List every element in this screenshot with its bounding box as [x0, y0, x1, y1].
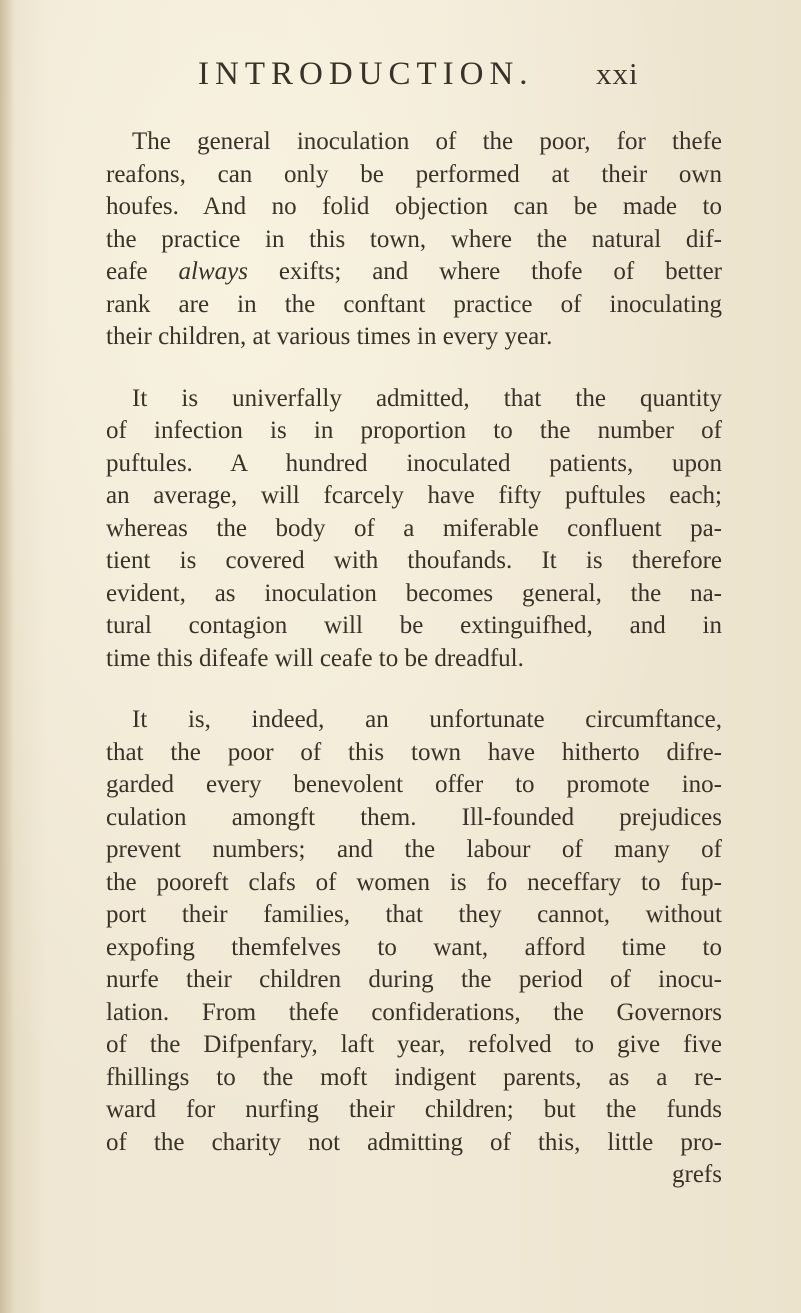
text-line: expofing themfelves to want, afford time to [106, 933, 722, 961]
text-run: eafe [106, 258, 179, 285]
text-line: their children, at various times in every year. [106, 323, 553, 350]
text-line: puftules. A hundred inoculated patients, upon [106, 449, 722, 477]
catchword: grefs [672, 1161, 722, 1188]
paragraph-3 [106, 704, 722, 1192]
text-line: the pooreft clafs of women is fo neceffary to fup- [106, 868, 722, 896]
text-line: an average, will fcarcely have fifty puftules each; [106, 482, 722, 509]
text-line: fhillings to the moft indigent parents, as a re- [106, 1063, 722, 1091]
text-line: tient is covered with thoufands. It is therefore [106, 547, 722, 574]
text-line: garded every benevolent offer to promote ino- [106, 771, 722, 798]
text-line: The general inoculation of the poor, for thefe [132, 128, 722, 155]
text-line: time this difeafe will ceafe to be dreadful. [106, 644, 524, 672]
text-line: It is univerfally admitted, that the quantity [132, 384, 722, 412]
text-line: houfes. And no folid objection can be made to [106, 193, 722, 220]
text-line: reafons, can only be performed at their own [106, 160, 722, 188]
body-text [106, 126, 722, 1192]
text-line: evident, as inoculation becomes general, the na- [106, 579, 722, 607]
text-run: exifts; and where thofe of better [247, 258, 722, 285]
paragraph-1 [106, 126, 722, 354]
paragraph-2 [106, 383, 722, 676]
page-header [0, 56, 801, 96]
running-title: INTRODUCTION. [198, 56, 534, 92]
text-line: nurfe their children during the period of inocu- [106, 966, 722, 993]
text-line: of the charity not admitting of this, little pro- [106, 1128, 722, 1156]
text-line [106, 256, 722, 289]
text-line: of the Difpenfary, laft year, refolved to give five [106, 1031, 722, 1058]
text-line: It is, indeed, an unfortunate circumftance, [132, 706, 722, 733]
text-line: prevent numbers; and the labour of many of [106, 836, 722, 863]
text-line: port their families, that they cannot, without [106, 901, 722, 928]
page-number: xxi [596, 56, 639, 91]
text-line: of infection is in proportion to the number of [106, 417, 722, 444]
italic-word: always [178, 258, 248, 285]
page-gutter-shadow [0, 0, 14, 1313]
text-line: the practice in this town, where the natural dif- [106, 225, 722, 253]
text-line: ward for nurfing their children; but the funds [106, 1096, 722, 1123]
text-line: rank are in the conftant practice of inoculating [106, 290, 722, 318]
text-line: whereas the body of a miferable confluent pa- [106, 514, 722, 542]
text-line: culation amongft them. Ill-founded prejudices [106, 803, 722, 831]
text-line: lation. From thefe confiderations, the Governors [106, 998, 722, 1026]
text-line: that the poor of this town have hitherto difre- [106, 738, 722, 766]
text-line: tural contagion will be extinguifhed, and in [106, 612, 722, 639]
